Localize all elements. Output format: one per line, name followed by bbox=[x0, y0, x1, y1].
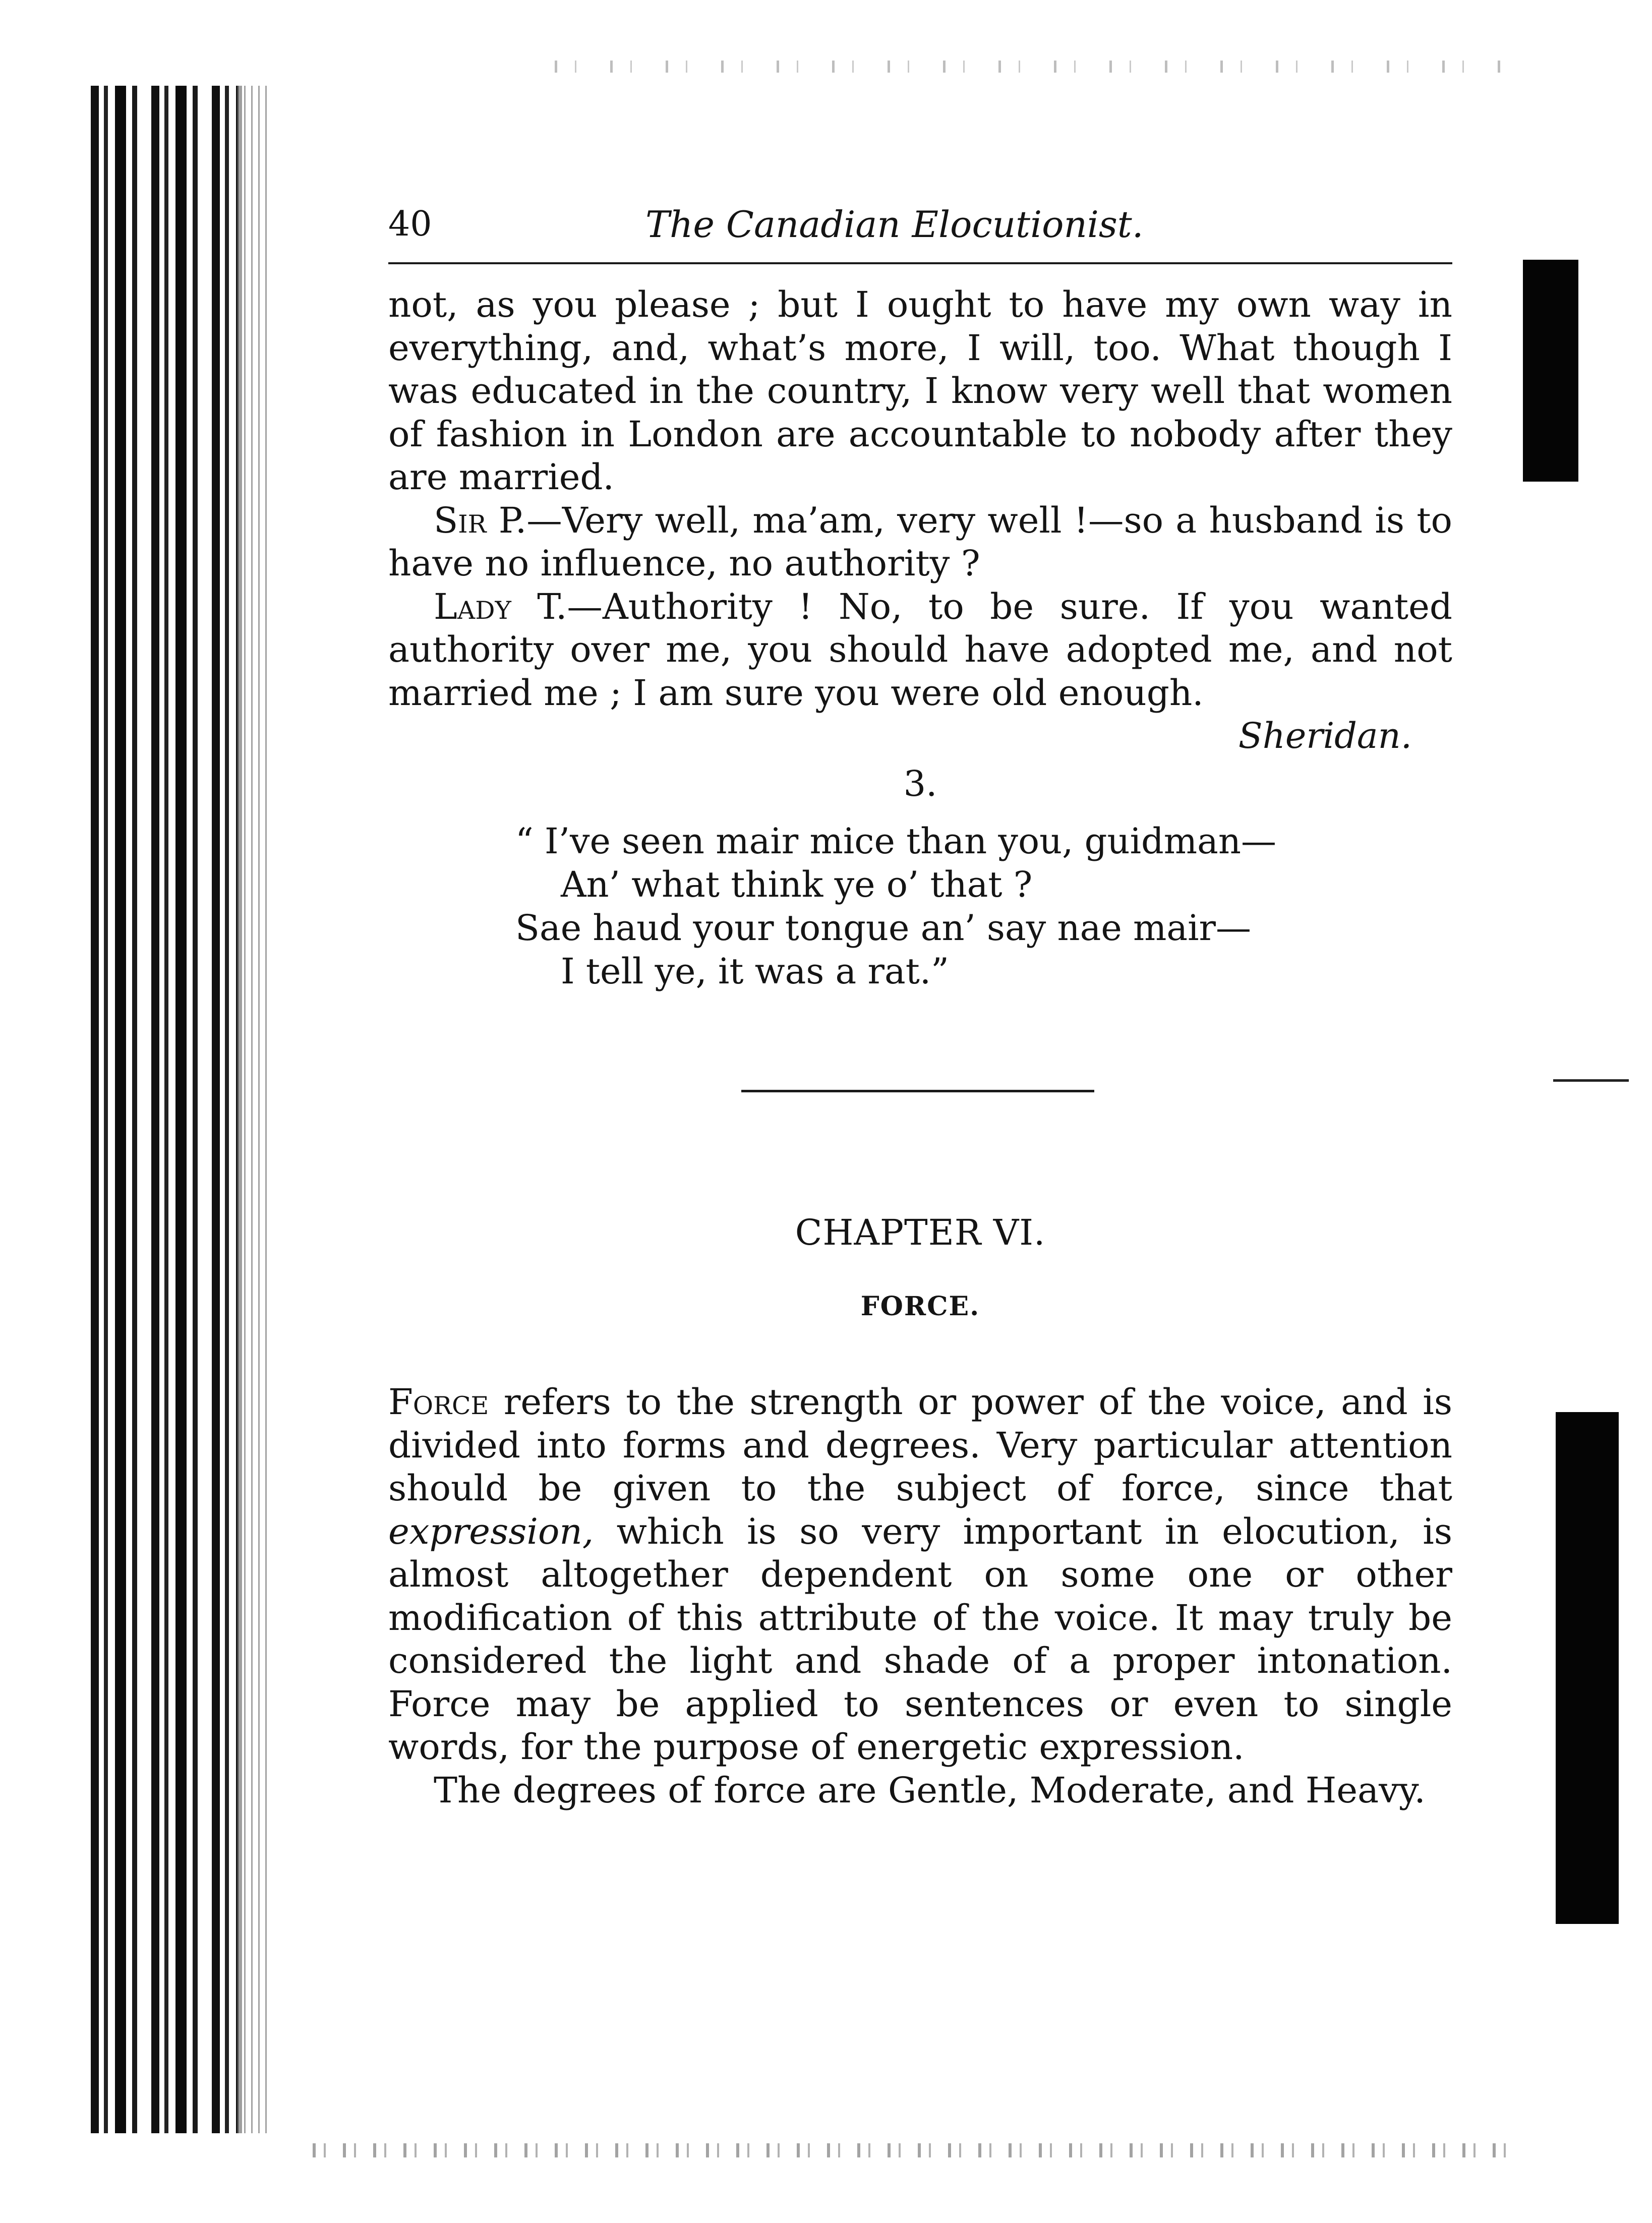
emphasized-word: expression, bbox=[388, 1510, 594, 1552]
speaker-name: Sir P. bbox=[434, 499, 527, 541]
running-head bbox=[388, 202, 1452, 264]
scan-edge-bar-bottom bbox=[1556, 1412, 1619, 1924]
paragraph-text: refers to the strength or power of the voice, and is divided into forms and degrees. Very particular attention should be given to the subject of force, since that bbox=[388, 1381, 1452, 1509]
scan-edge-rule bbox=[1553, 1079, 1629, 1082]
paragraph-text: which is so very important in elocution, is almost altogether dependent on some one or other modification of this attribute of the voice. It may truly be considered the light and shade of a proper intonation. Force may be applied to sentences or even to single words, for the purpose of energetic expression. bbox=[388, 1510, 1452, 1768]
scan-edge-bar-top bbox=[1523, 260, 1578, 482]
dialogue-line-lady-t bbox=[388, 586, 1452, 715]
verse-block bbox=[515, 820, 1452, 993]
binding-edge-shadow bbox=[237, 86, 267, 2133]
book-title-header: The Canadian Elocutionist. bbox=[645, 203, 1144, 246]
scan-noise-top bbox=[555, 61, 1513, 73]
book-page bbox=[388, 202, 1452, 1812]
speaker-name: Lady T. bbox=[434, 586, 567, 627]
scan-noise-bottom bbox=[313, 2143, 1523, 2157]
verse-line: An’ what think ye o’ that ? bbox=[561, 864, 1033, 905]
verse-line: I tell ye, it was a rat.” bbox=[561, 951, 949, 992]
opening-paragraph: not, as you please ; but I ought to have my own way in everything, and, what’s more, I will, too. What though I was educated in the country, I know very well that women of fashion in London are accountable to nobody after they are married. bbox=[388, 284, 1452, 498]
section-divider bbox=[741, 1090, 1094, 1092]
page-number: 40 bbox=[388, 204, 432, 244]
chapter-subtitle: FORCE. bbox=[860, 1291, 980, 1322]
book-binding-shadow bbox=[91, 86, 242, 2133]
verse-line: “ I’ve seen mair mice than you, guidman— bbox=[515, 821, 1276, 862]
chapter-title: CHAPTER VI. bbox=[795, 1212, 1046, 1253]
dialogue-text: —Authority ! No, to be sure. If you wanted authority over me, you should have adopted me, and not married me ; I am sure you were old enough. bbox=[388, 586, 1452, 714]
verse-line: Sae haud your tongue an’ say nae mair— bbox=[515, 907, 1251, 949]
chapter-paragraph bbox=[388, 1381, 1452, 1769]
chapter-paragraph: The degrees of force are Gentle, Moderate, and Heavy. bbox=[434, 1769, 1426, 1811]
lead-word: Force bbox=[388, 1381, 489, 1423]
chapter-body bbox=[388, 1381, 1452, 1812]
section-number: 3. bbox=[903, 763, 937, 804]
author-attribution: Sheridan. bbox=[1238, 715, 1412, 756]
dialogue-passage bbox=[388, 283, 1452, 757]
dialogue-line-sir-p bbox=[388, 499, 1452, 586]
dialogue-text: —Very well, ma’am, very well !—so a husband is to have no influence, no authority ? bbox=[388, 499, 1452, 584]
